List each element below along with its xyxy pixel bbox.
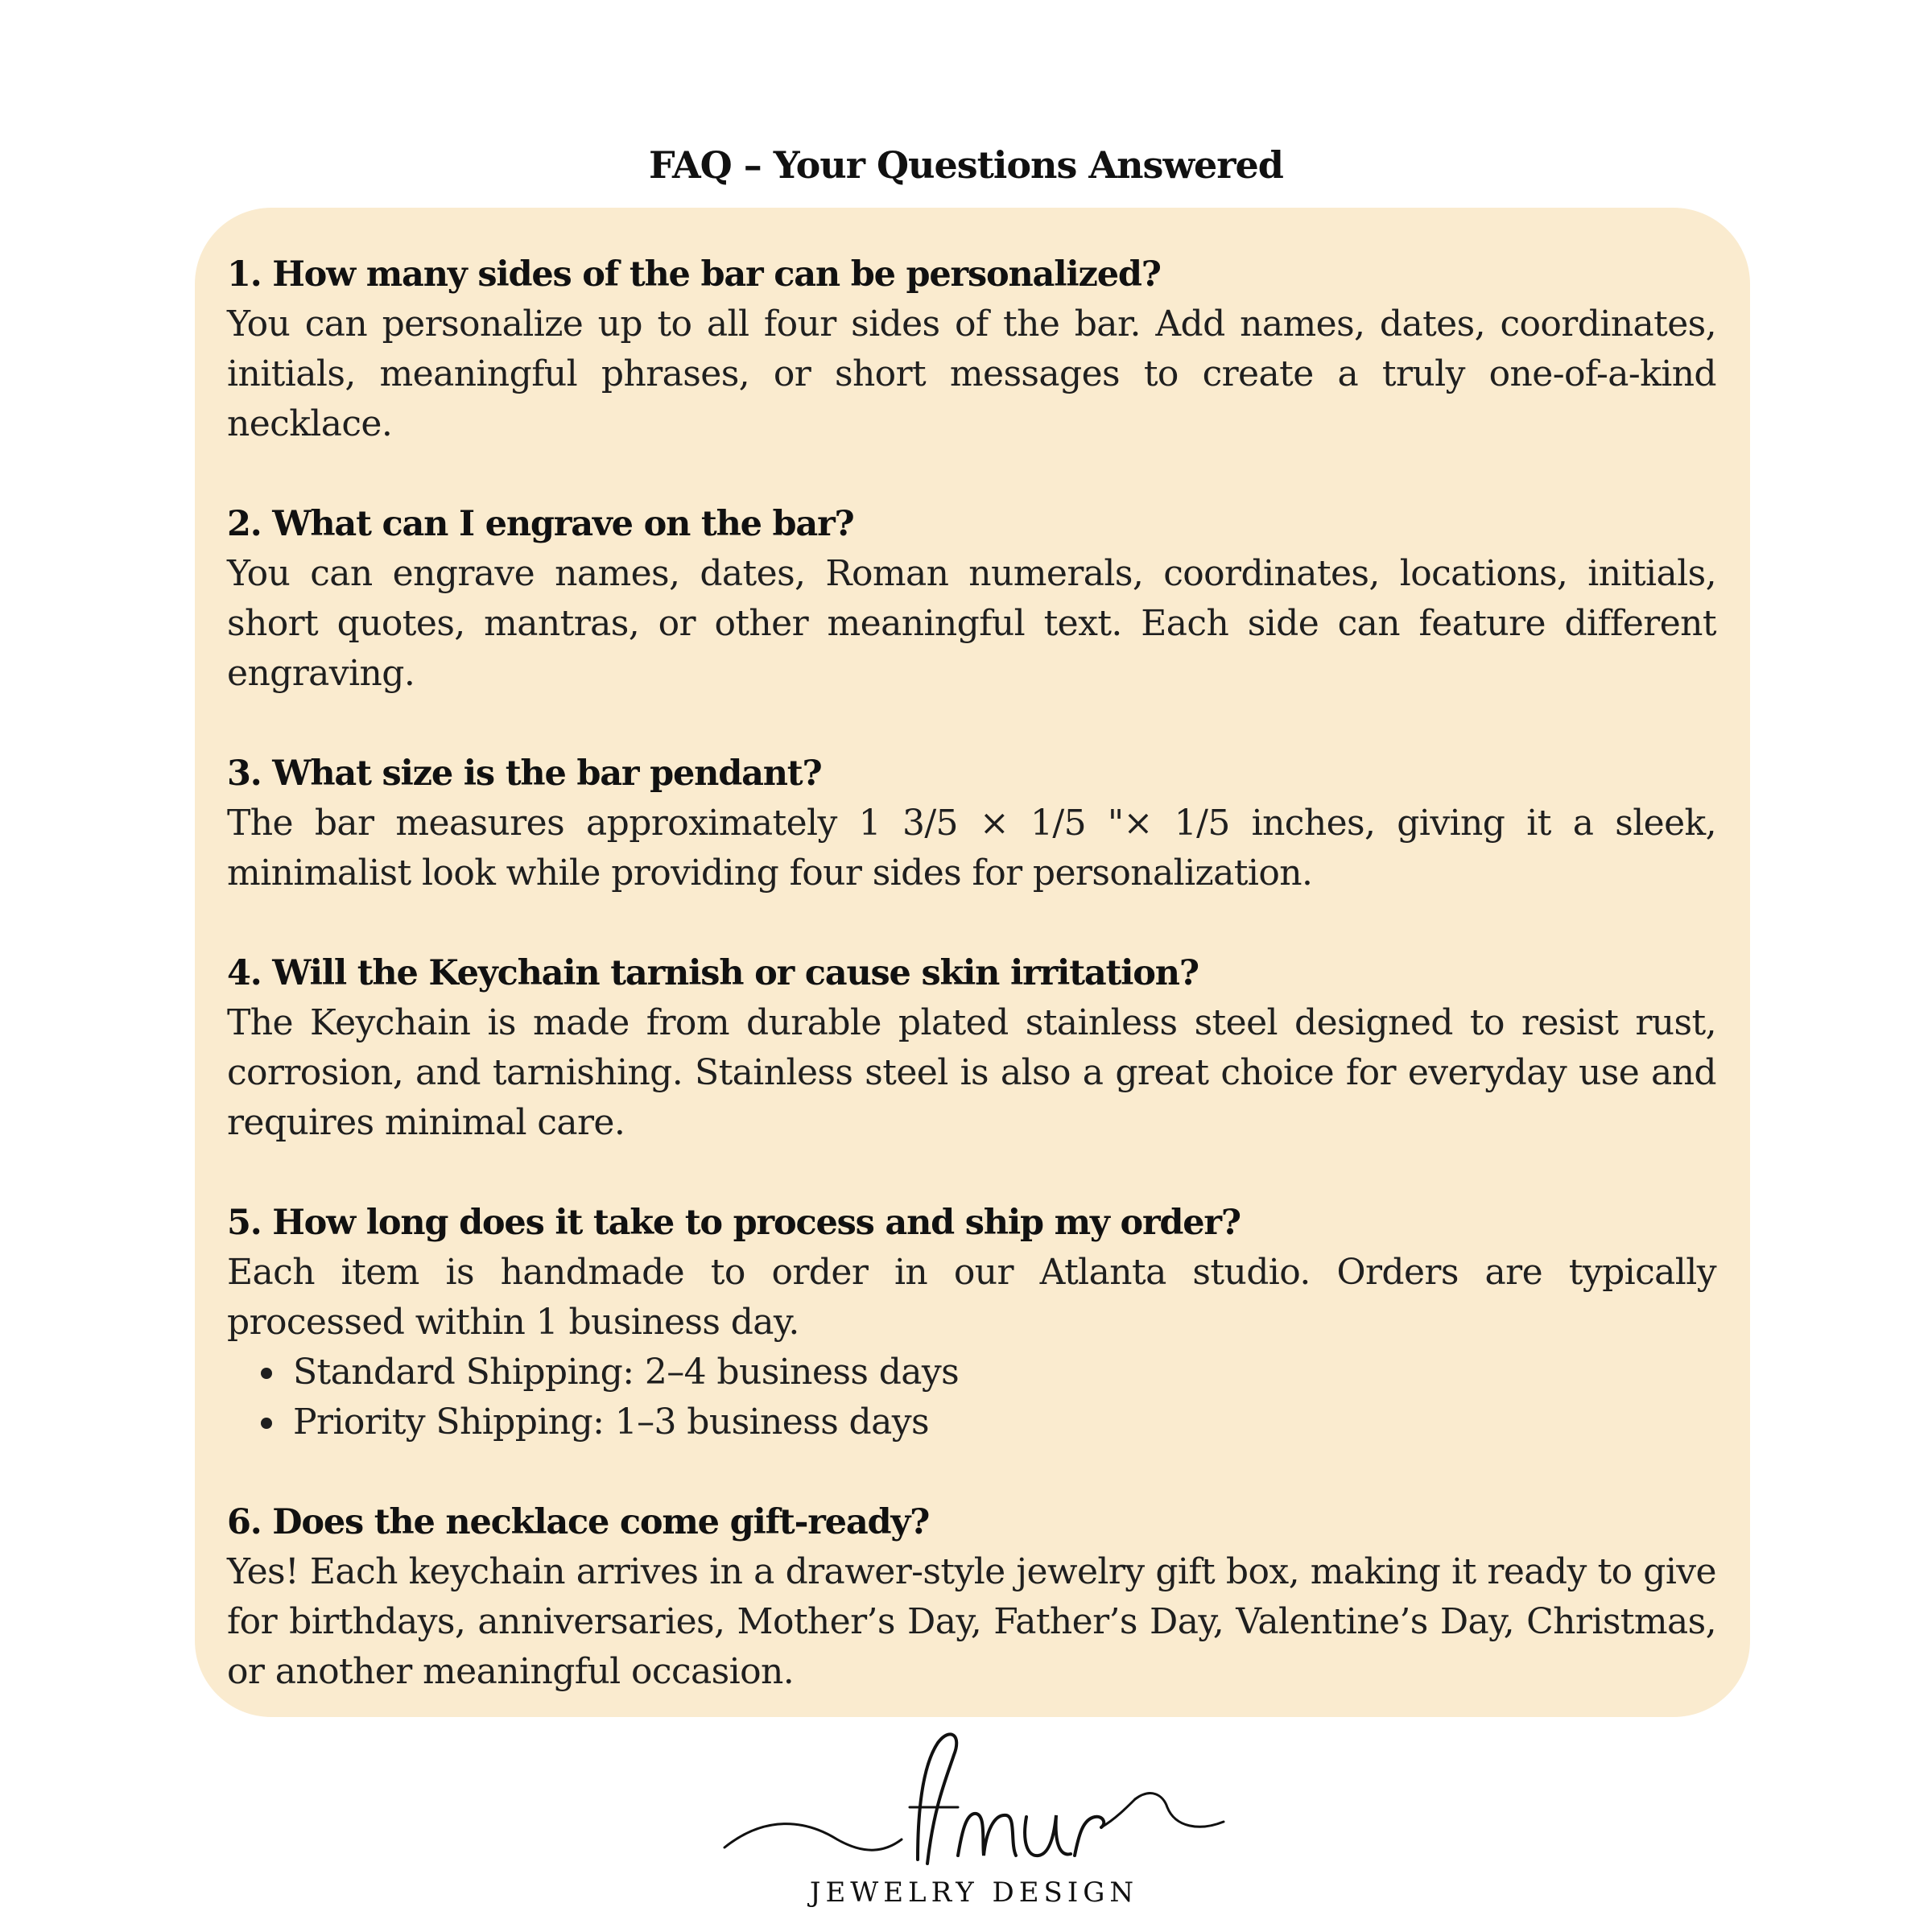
- brand-logo: [716, 1719, 1232, 1912]
- faq-answer: Each item is handmade to order in our Atlanta studio. Orders are typically processed within 1 business day.: [227, 1252, 1716, 1343]
- list-item: [261, 1397, 1716, 1447]
- faq-question: 3. What size is the bar pendant?: [227, 753, 822, 794]
- list-item-text: Priority Shipping: 1–3 business days: [293, 1402, 929, 1443]
- faq-answer: The bar measures approximately 1 3/5 × 1/5 "× 1/5 inches, giving it a sleek, minimalist look while providing four sides for personalization.: [227, 803, 1716, 894]
- bullet-icon: [261, 1418, 272, 1429]
- faq-answer: You can personalize up to all four sides of the bar. Add names, dates, coordinates, initials, meaningful phrases, or short messages to create a truly one-of-a-kind necklace.: [227, 303, 1716, 444]
- faq-question: 5. How long does it take to process and ship my order?: [227, 1203, 1241, 1243]
- faq-item-3: [227, 749, 1716, 898]
- faq-item-6: [227, 1497, 1716, 1697]
- faq-card: [195, 208, 1750, 1717]
- shipping-list: [227, 1348, 1716, 1447]
- faq-answer: You can engrave names, dates, Roman numerals, coordinates, locations, initials, short quotes, mantras, or other meaningful text. Each side can feature different engraving.: [227, 553, 1716, 694]
- faq-answer: Yes! Each keychain arrives in a drawer-style jewelry gift box, making it ready to give for birthdays, anniversaries, Mother’s Day, Father’s Day, Valentine’s Day, Christmas, or another meaningful occasion.: [227, 1551, 1716, 1692]
- faq-answer: The Keychain is made from durable plated stainless steel designed to resist rust, corrosion, and tarnishing. Stainless steel is also a great choice for everyday use and requires minimal care.: [227, 1002, 1716, 1143]
- bullet-icon: [261, 1368, 272, 1379]
- list-item: [261, 1348, 1716, 1397]
- logo-script-icon: [716, 1719, 1232, 1880]
- faq-item-4: [227, 948, 1716, 1148]
- faq-question: 1. How many sides of the bar can be personalized?: [227, 254, 1161, 295]
- list-item-text: Standard Shipping: 2–4 business days: [293, 1352, 960, 1393]
- faq-question: 6. Does the necklace come gift-ready?: [227, 1502, 930, 1542]
- faq-item-2: [227, 499, 1716, 699]
- faq-question: 2. What can I engrave on the bar?: [227, 504, 854, 544]
- page-title: FAQ – Your Questions Answered: [649, 143, 1283, 187]
- faq-question: 4. Will the Keychain tarnish or cause skin irritation?: [227, 953, 1199, 993]
- faq-item-1: [227, 250, 1716, 449]
- faq-item-5: [227, 1198, 1716, 1447]
- logo-subtitle: JEWELRY DESIGN: [809, 1876, 1139, 1909]
